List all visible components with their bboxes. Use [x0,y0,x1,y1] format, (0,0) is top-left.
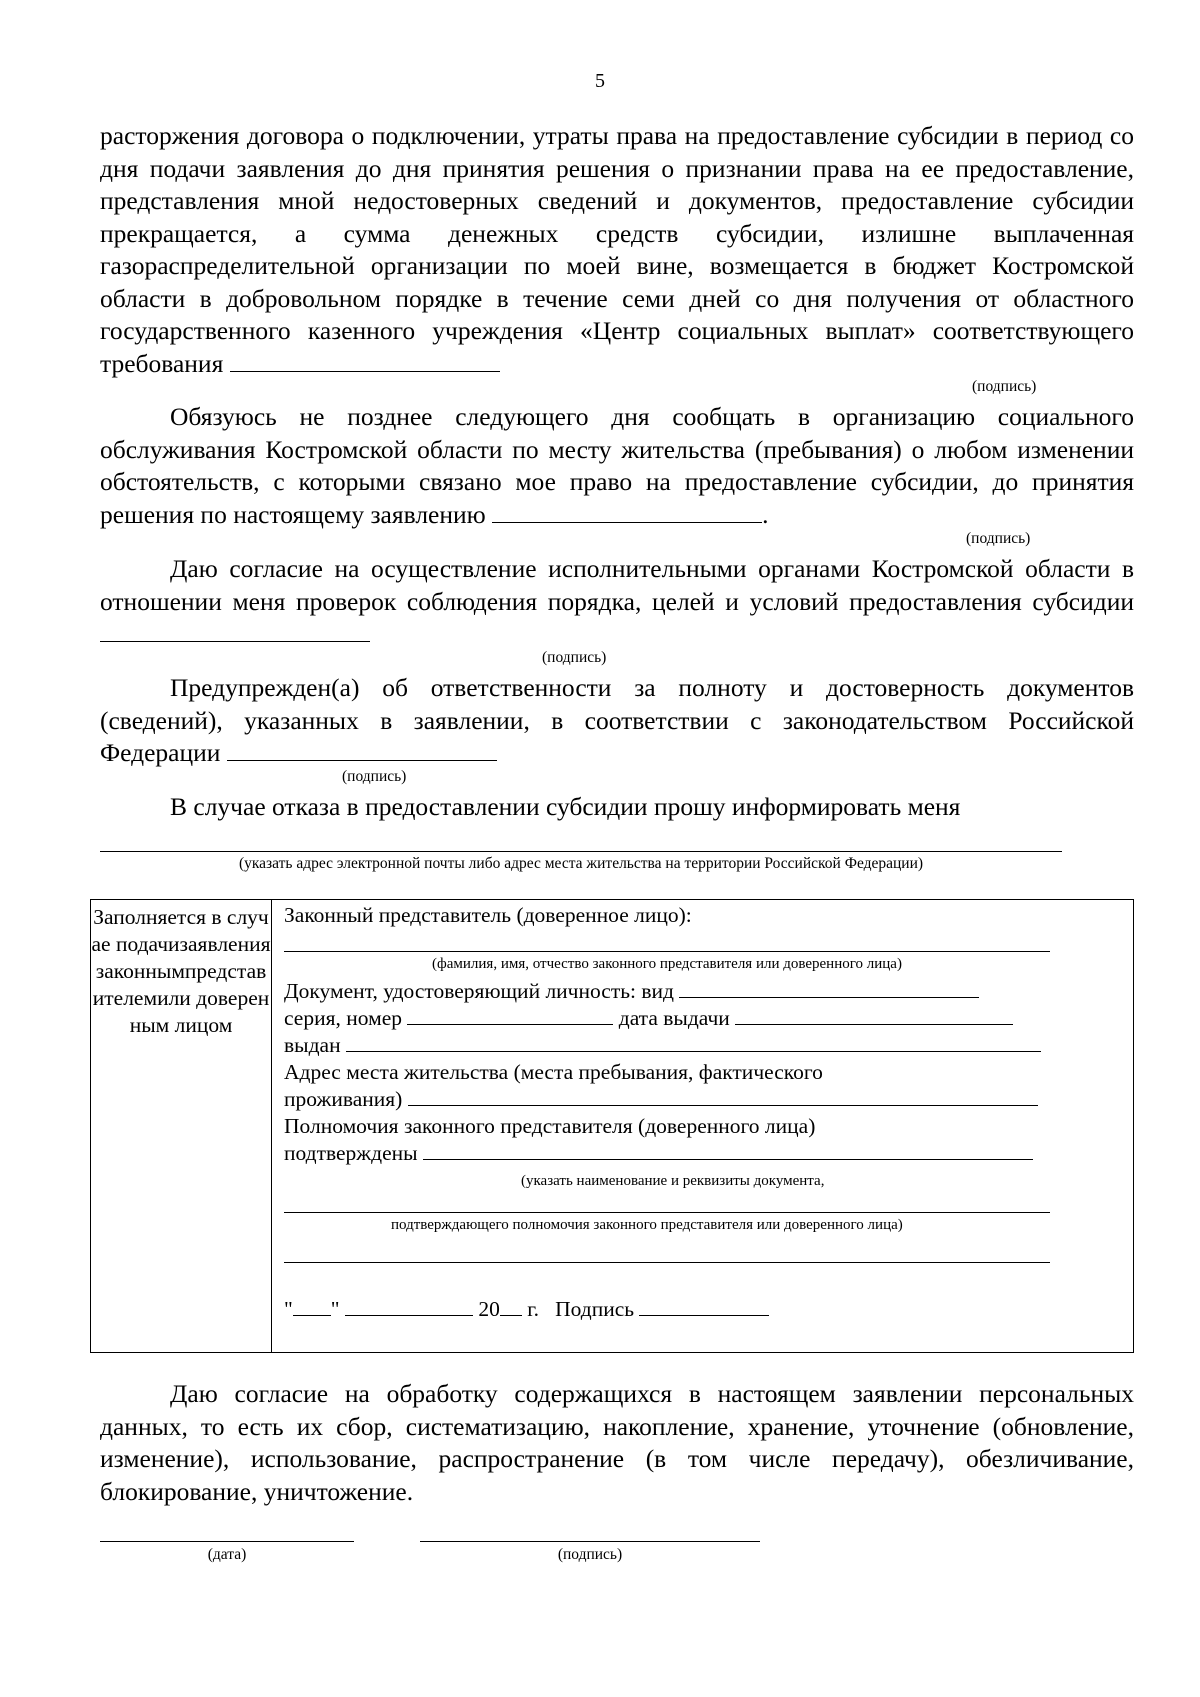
date-year-prefix: 20 [478,1297,500,1321]
date-month-field[interactable] [345,1297,473,1316]
series-number-label: серия, номер [284,1006,402,1030]
representative-title: Законный представитель (доверенное лицо): [284,903,692,927]
paragraph-termination [100,120,1134,380]
representative-section [90,899,1134,1353]
id-document-type-field[interactable] [679,979,979,998]
issued-by-row [284,1032,1041,1058]
authority-row [284,1140,1033,1166]
series-number-field[interactable] [407,1006,613,1025]
authority-document-field[interactable] [423,1141,1033,1160]
authority-caption-1: (указать наименование и реквизиты документа, [521,1173,825,1189]
signature-line-2[interactable] [492,500,762,523]
representative-name-line[interactable] [284,951,1050,952]
date-close-quote: " [330,1297,340,1321]
signature-caption-4: (подпись) [342,768,407,785]
final-date-caption: (дата) [207,1546,247,1563]
authority-document-line-2[interactable] [284,1212,1050,1213]
date-year-suffix: г. [527,1297,539,1321]
signature-line-1[interactable] [230,349,500,372]
paragraph-inspection-consent-text: Даю согласие на осуществление исполнительными органами Костромской области в отношении меня проверок соблюдения порядка, целей и условий предоставления субсидии [100,554,1134,616]
signature-caption-1: (подпись) [972,378,1037,395]
final-date-line[interactable] [100,1541,354,1542]
issued-by-label: выдан [284,1033,341,1057]
paragraph-termination-text: расторжения договора о подключении, утраты права на предоставление субсидии в период со дня подачи заявления до дня принятия решения о признании права на ее предоставление, представления мной недостоверных сведений и документов, предоставление субсидии прекращается, а сумма денежных средств субсидии, излишне выплаченная газораспределительной организации по моей вине, возмещается в бюджет Костромской области в добровольном порядке в течение семи дней со дня получения от областного государственного казенного учреждения «Центр социальных выплат» соответствующего требования [100,121,1134,378]
paragraph-refusal-notice: В случае отказа в предоставлении субсидии прошу информировать меня [170,792,961,821]
date-open-quote: " [284,1297,293,1321]
address-row [284,1086,1038,1112]
address-field[interactable] [408,1087,1038,1106]
id-document-row [284,978,979,1004]
representative-section-label: Заполняется в случае подачизаявлениязаконнымпредставителемили доверенным лицом [91,905,271,1037]
signature-line-4[interactable] [227,738,497,761]
signature-caption-2: (подпись) [966,530,1031,547]
authority-document-line-3[interactable] [284,1262,1050,1263]
signature-line-3[interactable] [100,619,370,642]
paragraph-obligation [100,401,1134,531]
issued-by-field[interactable] [346,1033,1041,1052]
final-signature-line[interactable] [420,1541,760,1542]
paragraph-obligation-text: Обязуюсь не позднее следующего дня сообщать в организацию социального обслуживания Костромской области по месту жительства (пребывания) о любом изменении обстоятельств, с которыми связано мое право на предоставление субсидии, до принятия решения по настоящему заявлению [100,402,1134,529]
issue-date-label: дата выдачи [618,1006,730,1030]
series-number-row [284,1005,1013,1031]
representative-name-caption: (фамилия, имя, отчество законного представителя или доверенного лица) [432,956,902,972]
authority-caption-2: подтверждающего полномочия законного представителя или доверенного лица) [391,1217,903,1233]
issue-date-field[interactable] [735,1006,1013,1025]
date-signature-row [284,1296,769,1322]
authority-label-line-2: подтверждены [284,1141,418,1165]
authority-label-line-1: Полномочия законного представителя (доверенного лица) [284,1114,816,1138]
paragraph-responsibility [100,672,1134,770]
signature-caption-3: (подпись) [542,649,607,666]
final-signature-caption: (подпись) [557,1546,623,1563]
date-day-field[interactable] [293,1297,331,1316]
page-number: 5 [595,70,605,92]
id-document-label: Документ, удостоверяющий личность: вид [284,979,674,1003]
representative-section-divider [271,900,272,1352]
address-label-line-2: проживания) [284,1087,403,1111]
box-signature-label: Подпись [555,1297,635,1321]
date-year-field[interactable] [500,1297,522,1316]
paragraph-obligation-end: . [762,499,769,529]
box-signature-field[interactable] [639,1297,769,1316]
notification-address-caption: (указать адрес электронной почты либо адрес места жительства на территории Российской Федерации) [238,855,924,872]
paragraph-data-consent: Даю согласие на обработку содержащихся в настоящем заявлении персональных данных, то есть их сбор, систематизацию, накопление, хранение, уточнение (обновление, изменение), использование, распространение (в том числе передачу), обезличивание, блокирование, уничтожение. [100,1379,1134,1506]
paragraph-responsibility-text: Предупрежден(а) об ответственности за полноту и достоверность документов (сведений), указанных в заявлении, в соответствии с законодательством Российской Федерации [100,673,1134,767]
notification-address-line[interactable] [100,851,1062,852]
address-label-line-1: Адрес места жительства (места пребывания, фактического [284,1060,823,1084]
paragraph-inspection-consent [100,553,1134,651]
